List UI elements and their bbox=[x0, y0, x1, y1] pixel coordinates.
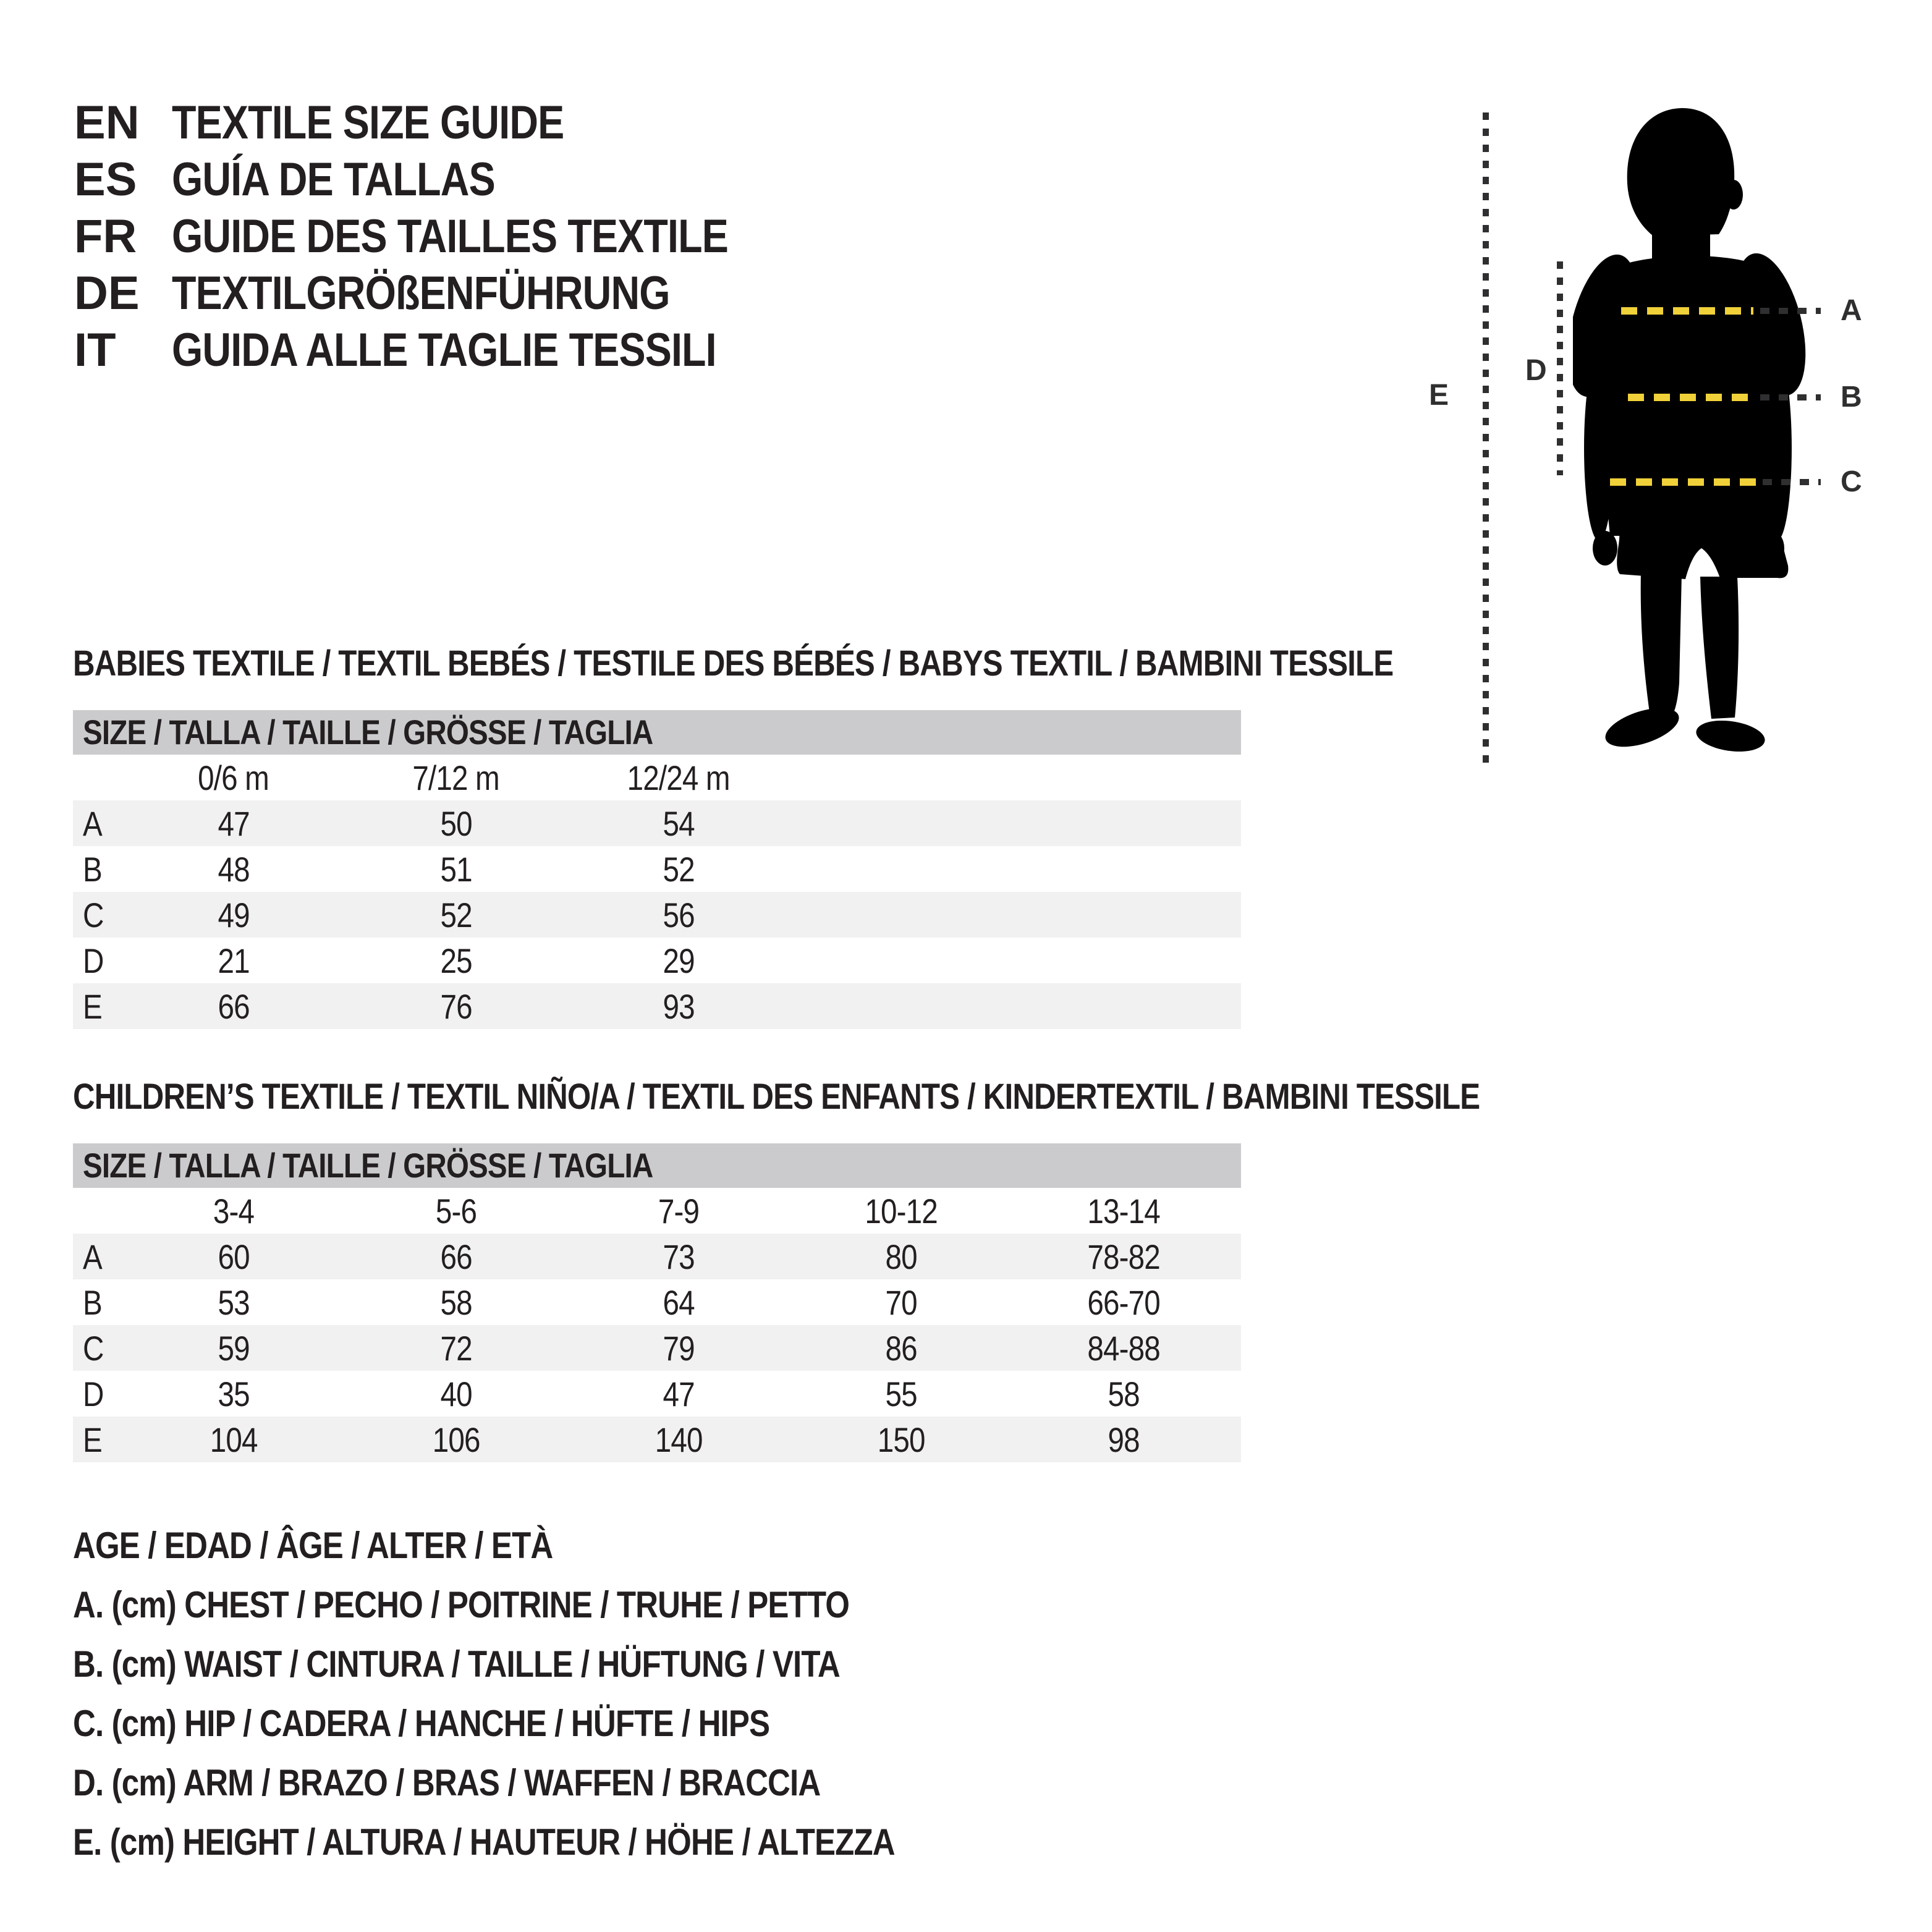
row-label: B bbox=[83, 1282, 102, 1322]
cell-value: 80 bbox=[885, 1237, 917, 1276]
row-label: A bbox=[83, 803, 102, 843]
cell-value: 50 bbox=[440, 803, 472, 843]
language-title: TEXTILE SIZE GUIDE bbox=[172, 96, 564, 149]
language-title: TEXTILGRÖßENFÜHRUNG bbox=[172, 266, 670, 320]
cell-value: 55 bbox=[885, 1374, 917, 1413]
language-row-it bbox=[74, 321, 826, 378]
cell-value: 98 bbox=[1108, 1420, 1140, 1459]
language-code: ES bbox=[74, 153, 137, 206]
children-size-table bbox=[73, 1143, 1241, 1462]
cell-value: 59 bbox=[218, 1328, 250, 1368]
cell-value: 104 bbox=[210, 1420, 258, 1459]
column-header-row bbox=[73, 1188, 1241, 1234]
cell-value: 86 bbox=[885, 1328, 917, 1368]
cell-value: 73 bbox=[663, 1237, 695, 1276]
table-row-d bbox=[73, 1371, 1241, 1417]
table-row-e bbox=[73, 983, 1241, 1029]
row-label: E bbox=[83, 986, 102, 1026]
cell-value: 21 bbox=[218, 941, 250, 980]
children-section-title: CHILDREN’S TEXTILE / TEXTIL NIÑO/A / TEXTIL DES ENFANTS / KINDERTEXTIL / BAMBINI TESSILE bbox=[73, 1077, 1480, 1117]
legend-item-arm: D. (cm) ARM / BRAZO / BRAS / WAFFEN / BRACCIA bbox=[73, 1761, 821, 1803]
language-code: FR bbox=[74, 210, 137, 263]
row-label: C bbox=[83, 895, 104, 934]
legend-item-chest: A. (cm) CHEST / PECHO / POITRINE / TRUHE / PETTO bbox=[73, 1583, 850, 1625]
cell-value: 84-88 bbox=[1087, 1328, 1160, 1368]
figure-label-a: A bbox=[1841, 294, 1862, 327]
size-header-bar: SIZE / TALLA / TAILLE / GRÖSSE / TAGLIA bbox=[73, 710, 1241, 755]
cell-value: 48 bbox=[218, 849, 250, 889]
column-header-row bbox=[73, 755, 1241, 800]
hip-line-c-extension bbox=[1763, 479, 1821, 485]
babies-size-table bbox=[73, 710, 1241, 1029]
cell-value: 53 bbox=[218, 1282, 250, 1322]
table-row-a bbox=[73, 800, 1241, 846]
cell-value: 54 bbox=[663, 803, 695, 843]
table-row-b bbox=[73, 1279, 1241, 1325]
column-header: 5-6 bbox=[435, 1191, 477, 1231]
row-label: C bbox=[83, 1328, 104, 1368]
column-header: 7-9 bbox=[658, 1191, 700, 1231]
cell-value: 72 bbox=[440, 1328, 472, 1368]
cell-value: 58 bbox=[440, 1282, 472, 1322]
cell-value: 51 bbox=[440, 849, 472, 889]
legend-item-hip: C. (cm) HIP / CADERA / HANCHE / HÜFTE / HIPS bbox=[73, 1702, 770, 1744]
cell-value: 60 bbox=[218, 1237, 250, 1276]
figure-label-e: E bbox=[1429, 379, 1449, 412]
language-code: IT bbox=[74, 323, 116, 376]
table-row-c bbox=[73, 892, 1241, 938]
cell-value: 93 bbox=[663, 986, 695, 1026]
babies-section-title: BABIES TEXTILE / TEXTIL BEBÉS / TESTILE DES BÉBÉS / BABYS TEXTIL / BAMBINI TESSILE bbox=[73, 643, 1394, 684]
hip-line-c-body bbox=[1610, 478, 1758, 486]
cell-value: 52 bbox=[440, 895, 472, 934]
cell-value: 25 bbox=[440, 941, 472, 980]
table-row-e bbox=[73, 1417, 1241, 1462]
cell-value: 106 bbox=[432, 1420, 480, 1459]
column-header: 7/12 m bbox=[412, 758, 500, 797]
cell-value: 29 bbox=[663, 941, 695, 980]
language-code: DE bbox=[74, 266, 140, 320]
cell-value: 52 bbox=[663, 849, 695, 889]
row-label: D bbox=[83, 941, 104, 980]
cell-value: 79 bbox=[663, 1328, 695, 1368]
figure-label-d: D bbox=[1525, 354, 1547, 387]
chest-line-a-extension bbox=[1760, 308, 1821, 314]
chest-line-a-body bbox=[1621, 307, 1753, 315]
legend-item-height: E. (cm) HEIGHT / ALTURA / HAUTEUR / HÖHE / ALTEZZA bbox=[73, 1821, 895, 1863]
figure-label-c: C bbox=[1841, 465, 1862, 498]
cell-value: 40 bbox=[440, 1374, 472, 1413]
language-row-de bbox=[74, 265, 826, 321]
cell-value: 70 bbox=[885, 1282, 917, 1322]
language-row-es bbox=[74, 151, 826, 208]
column-header: 0/6 m bbox=[198, 758, 269, 797]
waist-line-b-extension bbox=[1760, 394, 1821, 400]
language-title-list bbox=[74, 94, 826, 378]
column-header: 13-14 bbox=[1087, 1191, 1160, 1231]
language-title: GUIDA ALLE TAGLIE TESSILI bbox=[172, 323, 716, 376]
arm-measure-line-d bbox=[1557, 261, 1563, 475]
legend-item-waist: B. (cm) WAIST / CINTURA / TAILLE / HÜFTUNG / VITA bbox=[73, 1643, 840, 1685]
cell-value: 47 bbox=[663, 1374, 695, 1413]
cell-value: 35 bbox=[218, 1374, 250, 1413]
language-code: EN bbox=[74, 96, 140, 149]
figure-label-b: B bbox=[1841, 381, 1862, 413]
cell-value: 47 bbox=[218, 803, 250, 843]
size-header-bar: SIZE / TALLA / TAILLE / GRÖSSE / TAGLIA bbox=[73, 1143, 1241, 1188]
row-label: B bbox=[83, 849, 102, 889]
cell-value: 64 bbox=[663, 1282, 695, 1322]
cell-value: 66 bbox=[218, 986, 250, 1026]
column-header: 12/24 m bbox=[627, 758, 731, 797]
measurement-legend bbox=[73, 1515, 1040, 1871]
cell-value: 66-70 bbox=[1087, 1282, 1160, 1322]
table-row-c bbox=[73, 1325, 1241, 1371]
cell-value: 150 bbox=[877, 1420, 925, 1459]
table-row-b bbox=[73, 846, 1241, 892]
table-row-d bbox=[73, 938, 1241, 983]
row-label: A bbox=[83, 1237, 102, 1276]
language-row-en bbox=[74, 94, 826, 151]
row-label: E bbox=[83, 1420, 102, 1459]
cell-value: 140 bbox=[655, 1420, 703, 1459]
column-header: 10-12 bbox=[865, 1191, 938, 1231]
cell-value: 78-82 bbox=[1087, 1237, 1160, 1276]
legend-age-line: AGE / EDAD / ÂGE / ALTER / ETÀ bbox=[73, 1524, 553, 1566]
waist-line-b-body bbox=[1628, 394, 1750, 401]
language-title: GUÍA DE TALLAS bbox=[172, 153, 495, 206]
cell-value: 56 bbox=[663, 895, 695, 934]
table-row-a bbox=[73, 1234, 1241, 1279]
cell-value: 66 bbox=[440, 1237, 472, 1276]
language-title: GUIDE DES TAILLES TEXTILE bbox=[172, 210, 728, 263]
cell-value: 49 bbox=[218, 895, 250, 934]
column-header: 3-4 bbox=[213, 1191, 255, 1231]
cell-value: 76 bbox=[440, 986, 472, 1026]
cell-value: 58 bbox=[1108, 1374, 1140, 1413]
language-row-fr bbox=[74, 208, 826, 265]
row-label: D bbox=[83, 1374, 104, 1413]
